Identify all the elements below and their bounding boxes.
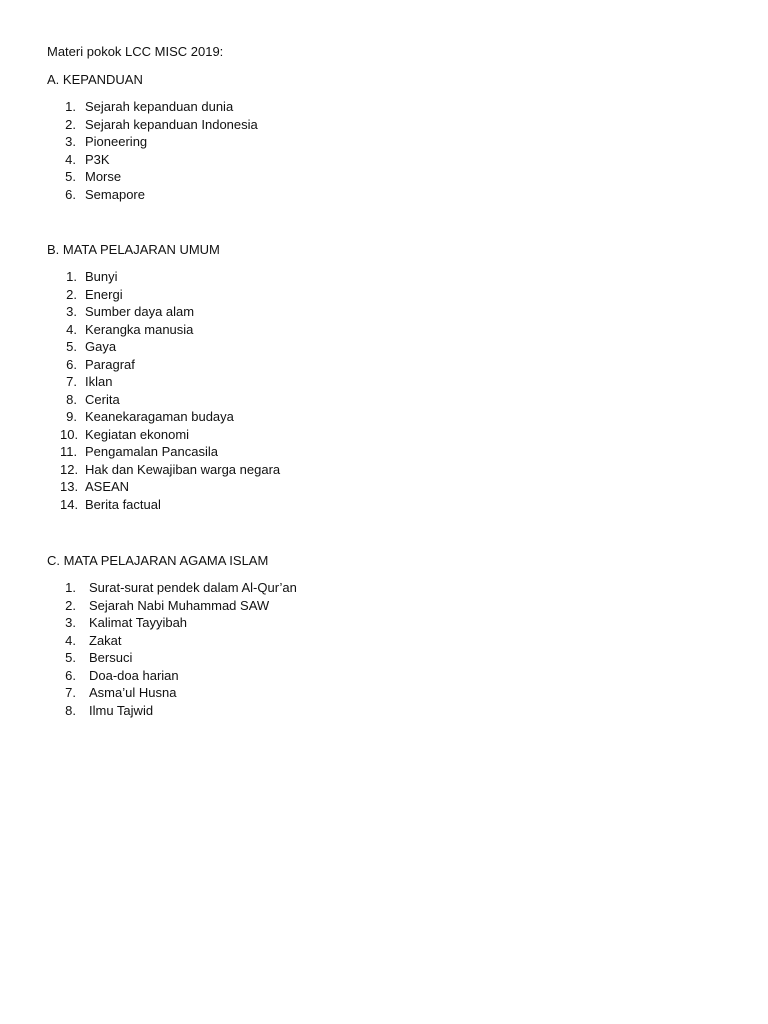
list-item-text: Iklan bbox=[85, 374, 113, 389]
list-item-number: 7. bbox=[66, 374, 77, 389]
list-item-text: Kerangka manusia bbox=[85, 321, 194, 337]
section-heading-mata-pelajaran-umum: B. MATA PELAJARAN UMUM bbox=[47, 242, 220, 257]
list-item-text: Sejarah kepanduan dunia bbox=[85, 99, 234, 114]
list-item-number: 11. bbox=[60, 444, 78, 459]
list-item-text: Morse bbox=[85, 169, 122, 184]
list-item-text: Kalimat Tayyibah bbox=[89, 615, 188, 630]
list-item-number: 6. bbox=[65, 667, 76, 683]
list-item-number: 1. bbox=[65, 580, 76, 595]
list-item-number: 8. bbox=[65, 702, 76, 718]
list-item-number: 9. bbox=[66, 409, 77, 424]
list-item-text: Pengamalan Pancasila bbox=[85, 444, 218, 459]
list-item-number: 14. bbox=[60, 496, 79, 512]
list-item-text: Sumber daya alam bbox=[85, 304, 195, 319]
list-item-number: 1. bbox=[65, 99, 76, 114]
list-item-number: 5. bbox=[66, 339, 77, 354]
list-item-text: Keanekaragaman budaya bbox=[85, 409, 234, 424]
list-item-text: Pioneering bbox=[85, 134, 148, 149]
list-item-number: 2. bbox=[65, 116, 76, 132]
list-item-text: Doa-doa harian bbox=[89, 667, 179, 683]
list-item-number: 6. bbox=[66, 356, 77, 372]
list-item-number: 6. bbox=[65, 186, 76, 202]
list-item-number: 12. bbox=[60, 461, 79, 477]
list-item-number: 3. bbox=[65, 134, 76, 149]
list-item-number: 4. bbox=[65, 151, 76, 167]
list-item-text: Hak dan Kewajiban warga negara bbox=[85, 461, 281, 477]
list-item-text: Berita factual bbox=[85, 496, 161, 512]
list-item-text: Sejarah kepanduan Indonesia bbox=[85, 116, 258, 132]
list-item-text: Zakat bbox=[89, 632, 122, 648]
list-item-number: 2. bbox=[65, 597, 76, 613]
list-item-number: 3. bbox=[66, 304, 77, 319]
list-item-text: Ilmu Tajwid bbox=[89, 702, 154, 718]
list-item-text: Energi bbox=[85, 286, 123, 302]
section-heading-mata-pelajaran-agama-islam: C. MATA PELAJARAN AGAMA ISLAM bbox=[47, 553, 269, 568]
list-item-text: Semapore bbox=[85, 186, 145, 202]
list-item-number: 4. bbox=[66, 321, 77, 337]
list-item-text: Surat-surat pendek dalam Al-Qur’an bbox=[89, 580, 297, 595]
list-item-number: 7. bbox=[65, 685, 76, 700]
list-item-number: 2. bbox=[66, 286, 77, 302]
list-item-number: 5. bbox=[65, 169, 76, 184]
list-item-text: Asma’ul Husna bbox=[89, 685, 177, 700]
list-item-number: 8. bbox=[66, 391, 77, 407]
list-item-text: Paragraf bbox=[85, 356, 135, 372]
list-item-number: 3. bbox=[65, 615, 76, 630]
list-item-number: 1. bbox=[66, 269, 77, 284]
list-item-number: 13. bbox=[60, 479, 79, 494]
list-item-text: ASEAN bbox=[85, 479, 130, 494]
list-item-text: Bersuci bbox=[89, 650, 133, 665]
list-item-text: Kegiatan ekonomi bbox=[85, 426, 190, 442]
list-item-number: 5. bbox=[65, 650, 76, 665]
list-item-text: Bunyi bbox=[85, 269, 118, 284]
list-item-text: Sejarah Nabi Muhammad SAW bbox=[89, 597, 270, 613]
list-item-number: 4. bbox=[65, 632, 76, 648]
list-item-number: 10. bbox=[60, 426, 79, 442]
list-item-text: Gaya bbox=[85, 339, 117, 354]
section-heading-kepanduan: A. KEPANDUAN bbox=[47, 72, 143, 87]
list-item-text: Cerita bbox=[85, 391, 120, 407]
list-item-text: P3K bbox=[85, 151, 110, 167]
document-title: Materi pokok LCC MISC 2019: bbox=[47, 44, 224, 59]
